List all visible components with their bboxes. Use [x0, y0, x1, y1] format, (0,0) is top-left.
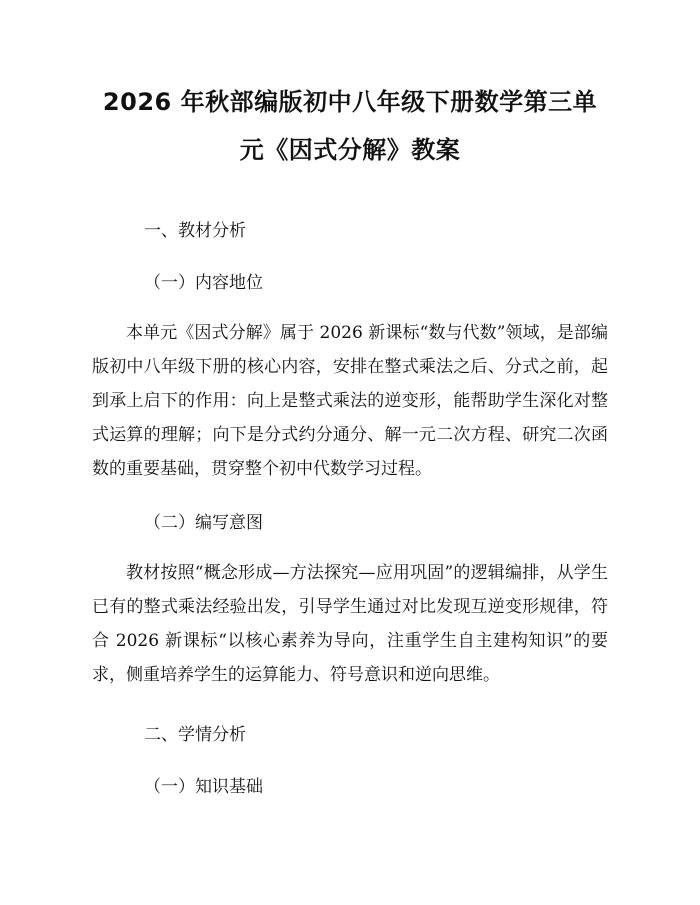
title-line-1: 2026 年秋部编版初中八年级下册数学第三单 — [102, 88, 598, 116]
document-title — [92, 78, 608, 174]
title-line-2: 元《因式分解》教案 — [239, 136, 461, 164]
paragraph-2: 教材按照“概念形成—方法探究—应用巩固”的逻辑编排，从学生已有的整式乘法经验出发，引导学生通过对比发现互逆变形规律，符合 2026 新课标“以核心素养为导向，注重学生自主建构知识”的要求，侧重培养学生的运算能力、符号意识和逆向思维。 — [92, 563, 608, 685]
subsection-heading-3: （一）知识基础 — [144, 777, 263, 797]
paragraph-1: 本单元《因式分解》属于 2026 新课标“数与代数”领域，是部编版初中八年级下册的核心内容，安排在整式乘法之后、分式之前，起到承上启下的作用：向上是整式乘法的逆变形，能帮助学生深化对整式运算的理解；向下是分式约分通分、解一元二次方程、研究二次函数的重要基础，贯穿整个初中代数学习过程。 — [92, 323, 608, 479]
section-heading-2: 二、学情分析 — [144, 725, 246, 745]
subsection-heading-1: （一）内容地位 — [144, 273, 263, 293]
subsection-heading-2: （二）编写意图 — [144, 513, 263, 533]
section-heading-1: 一、教材分析 — [144, 221, 246, 241]
